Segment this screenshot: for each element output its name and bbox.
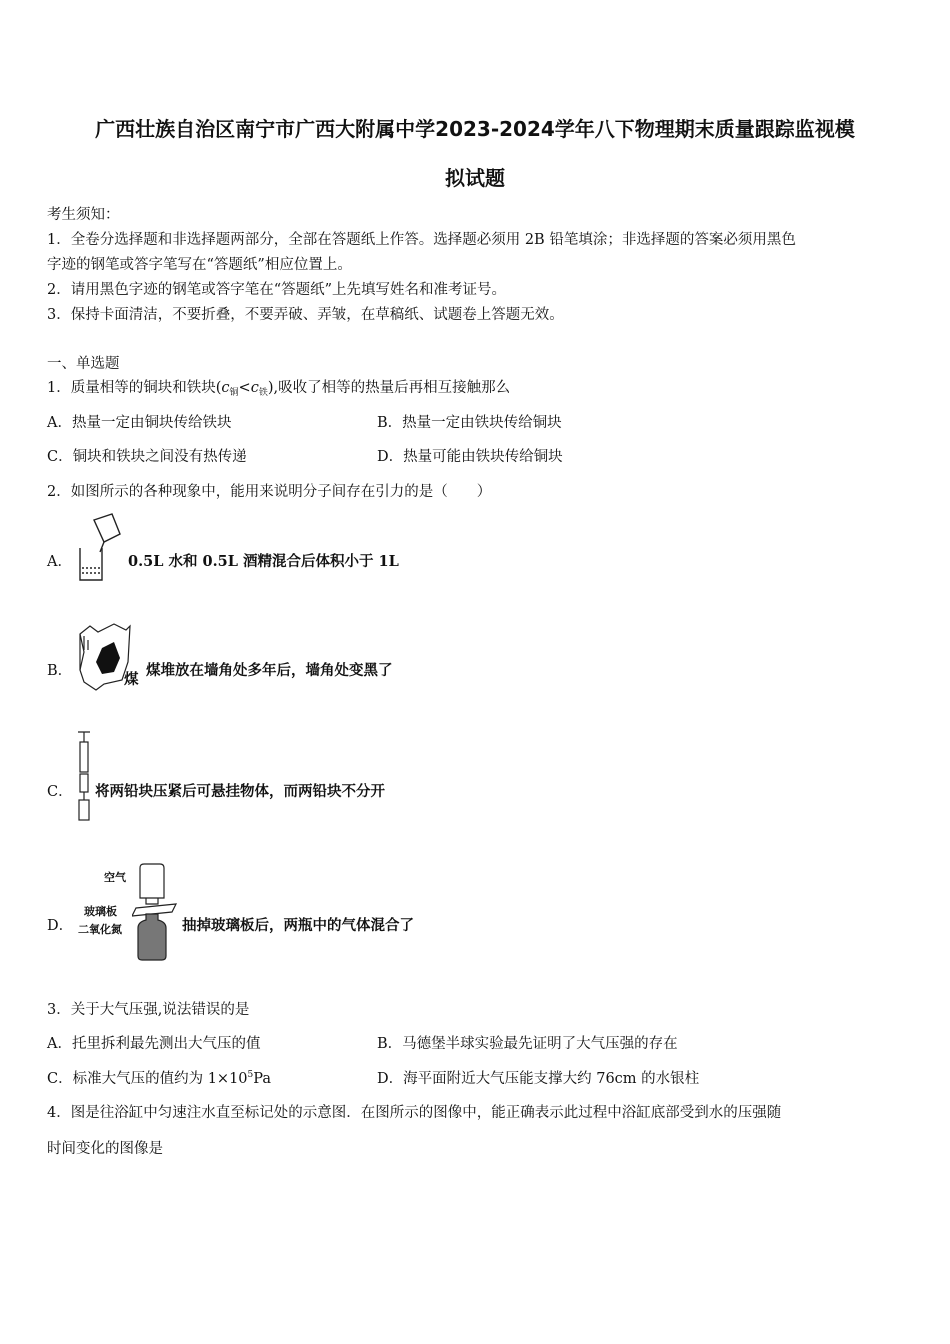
q3-option-c-pre: C．标准大气压的值约为 1×10 (47, 1071, 248, 1087)
q2-option-a-text: 0.5L 水和 0.5L 酒精混合后体积小于 1L (128, 553, 399, 570)
notice-item-3: 3．保持卡面清洁，不要折叠，不要弄破、弄皱，在草稿纸、试题卷上答题无效。 (47, 307, 564, 323)
gas-bottles-image (132, 862, 182, 962)
q2-option-d-label: D． (47, 918, 74, 934)
q3-option-b: B．马德堡半球实验最先证明了大气压强的存在 (377, 1036, 678, 1052)
air-label: 空气 (104, 871, 126, 884)
question-1-stem (47, 376, 510, 397)
nitrogen-dioxide-label: 二氧化氮 (78, 923, 122, 936)
q1-option-d: D．热量可能由铁块传给铜块 (377, 449, 563, 465)
q1-sub-iron: 铁 (258, 388, 268, 398)
q3-option-a: A．托里拆利最先测出大气压的值 (47, 1036, 261, 1052)
notice-item-1-line-1: 1．全卷分选择题和非选择题两部分，全部在答题纸上作答。选择题必须用 2B 铅笔填涂；非选择题的答案必须用黑色 (47, 232, 796, 248)
q2-option-c-label: C． (47, 784, 73, 800)
section-heading: 一、单选题 (47, 356, 120, 372)
q2-option-a-label: A． (47, 554, 72, 570)
q3-option-c (47, 1067, 271, 1088)
q1-sub-copper: 铜 (229, 388, 239, 398)
notice-item-2: 2．请用黑色字迹的钢笔或答字笔在“答题纸”上先填写姓名和准考证号。 (47, 282, 507, 298)
question-2-stem: 2．如图所示的各种现象中，能用来说明分子间存在引力的是（ ） (47, 484, 492, 500)
q2-option-c-text: 将两铅块压紧后可悬挂物体，而两铅块不分开 (95, 783, 385, 800)
q2-option-d-text: 抽掉玻璃板后，两瓶中的气体混合了 (182, 917, 414, 934)
q1-option-c: C．铜块和铁块之间没有热传递 (47, 449, 247, 465)
q2-option-b-text: 煤堆放在墙角处多年后，墙角处变黑了 (146, 662, 393, 679)
document-title-line1: 广西壮族自治区南宁市广西大附属中学2023-2024学年八下物理期末质量跟踪监视模 (95, 117, 855, 141)
q2-option-b-label: B． (47, 663, 73, 679)
q1-stem-pre: 1．质量相等的铜块和铁块( (47, 380, 222, 396)
q1-c-symbol-2: c (250, 380, 259, 396)
question-3-stem: 3．关于大气压强,说法错误的是 (47, 1002, 250, 1018)
q1-c-symbol: c (221, 380, 230, 396)
q3-option-c-post: Pa (253, 1071, 272, 1087)
q3-option-c-sup: 5 (247, 1070, 254, 1080)
lead-blocks-image (74, 728, 98, 824)
beaker-pouring-image (74, 512, 126, 584)
q1-option-a: A．热量一定由铜块传给铁块 (47, 415, 232, 431)
q1-stem-post: ),吸收了相等的热量后再相互接触那么 (267, 380, 511, 396)
question-4-stem-line-2: 时间变化的图像是 (47, 1141, 163, 1157)
document-title-line2: 拟试题 (445, 166, 505, 190)
coal-label: 煤 (124, 671, 139, 688)
notice-item-1-line-2: 字迹的钢笔或答字笔写在“答题纸”相应位置上。 (47, 257, 352, 273)
glass-plate-label: 玻璃板 (84, 905, 117, 918)
q1-lt: < (238, 380, 251, 396)
question-4-stem-line-1: 4．图是往浴缸中匀速注水直至标记处的示意图．在图所示的图像中，能正确表示此过程中浴缸底部受到水的压强随 (47, 1105, 782, 1121)
q1-option-b: B．热量一定由铁块传给铜块 (377, 415, 562, 431)
notice-heading: 考生须知： (47, 207, 120, 223)
q3-option-d: D．海平面附近大气压能支撑大约 76cm 的水银柱 (377, 1071, 700, 1087)
